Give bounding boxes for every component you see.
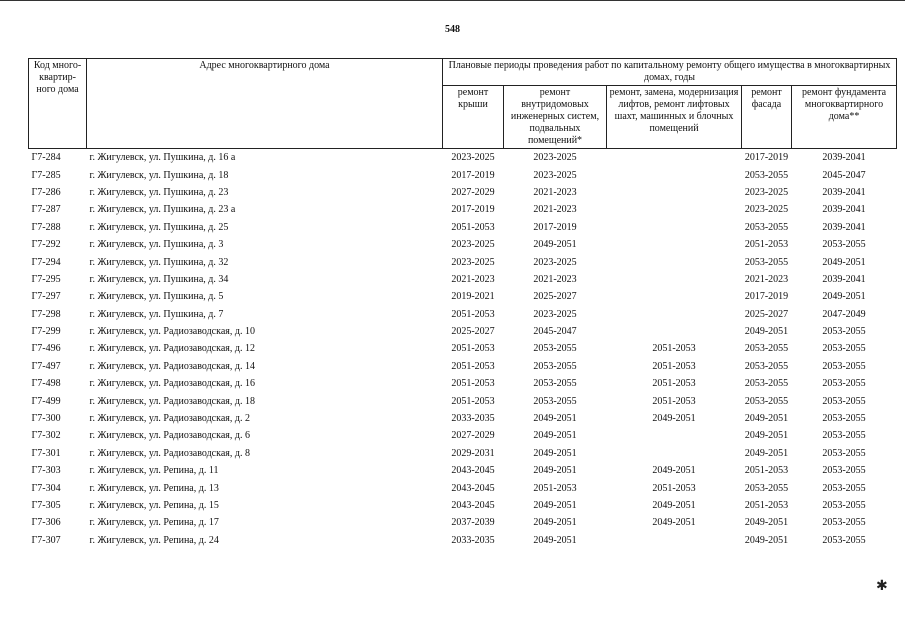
table-row — [29, 271, 897, 288]
cell-elevators — [607, 184, 742, 201]
cell-roof: 2029-2031 — [451, 447, 495, 459]
cell-foundation: 2039-2041 — [822, 221, 866, 233]
cell-roof: 2051-2053 — [451, 378, 495, 390]
cell-roof: 2051-2053 — [451, 221, 495, 233]
cell-roof: 2023-2025 — [451, 256, 495, 268]
table-row — [29, 497, 897, 514]
cell-foundation: 2053-2055 — [822, 395, 866, 407]
cell-elevators: 2049-2051 — [652, 517, 696, 529]
table-row — [29, 236, 897, 253]
cell-code: Г7-288 — [31, 221, 61, 233]
cell-elevators — [607, 445, 742, 462]
cell-roof: 2051-2053 — [451, 360, 495, 372]
header-elevators: ремонт, замена, модернизация лифтов, ремонт лифтовых шахт, машинных и блочных помещений — [607, 86, 742, 149]
cell-engineering: 2049-2051 — [533, 465, 577, 477]
cell-facade: 2023-2025 — [744, 186, 789, 198]
cell-engineering: 2049-2051 — [533, 447, 577, 459]
cell-facade: 2049-2051 — [744, 326, 789, 338]
cell-facade: 2051-2053 — [744, 500, 789, 511]
table-row — [29, 410, 897, 427]
cell-address: г. Жигулевск, ул. Радиозаводская, д. 16 — [89, 378, 255, 390]
cell-facade: 2053-2055 — [744, 169, 789, 181]
cell-engineering: 2017-2019 — [533, 221, 577, 233]
cell-engineering: 2049-2051 — [533, 500, 577, 511]
cell-code: Г7-498 — [31, 378, 61, 390]
cell-engineering: 2023-2025 — [533, 169, 577, 181]
cell-roof: 2043-2045 — [451, 500, 495, 511]
cell-elevators — [607, 149, 742, 167]
cell-foundation: 2053-2055 — [822, 447, 866, 459]
cell-engineering: 2049-2051 — [533, 534, 577, 546]
table-row — [29, 392, 897, 409]
cell-elevators: 2051-2053 — [652, 378, 696, 390]
cell-address: г. Жигулевск, ул. Репина, д. 17 — [89, 517, 219, 529]
cell-foundation: 2053-2055 — [822, 465, 866, 477]
cell-address: г. Жигулевск, ул. Пушкина, д. 32 — [89, 256, 229, 268]
cell-roof: 2017-2019 — [451, 204, 495, 216]
cell-foundation: 2053-2055 — [822, 378, 866, 390]
cell-foundation: 2053-2055 — [822, 413, 866, 425]
cell-elevators: 2049-2051 — [652, 500, 696, 511]
scan-artifact-icon: ✱ — [876, 579, 888, 594]
cell-code: Г7-305 — [31, 500, 61, 511]
cell-code: Г7-301 — [31, 447, 61, 459]
cell-facade: 2049-2051 — [744, 413, 789, 425]
cell-code: Г7-284 — [31, 152, 61, 164]
cell-address: г. Жигулевск, ул. Пушкина, д. 25 — [89, 221, 229, 233]
cell-roof: 2043-2045 — [451, 482, 495, 494]
cell-foundation: 2053-2055 — [822, 360, 866, 372]
cell-code: Г7-298 — [31, 308, 61, 320]
table-row — [29, 219, 897, 236]
cell-facade: 2053-2055 — [744, 221, 789, 233]
cell-elevators — [607, 253, 742, 270]
cell-address: г. Жигулевск, ул. Радиозаводская, д. 12 — [89, 343, 255, 355]
cell-address: г. Жигулевск, ул. Радиозаводская, д. 2 — [89, 413, 250, 425]
cell-foundation: 2049-2051 — [822, 291, 866, 303]
cell-engineering: 2023-2025 — [533, 152, 577, 164]
cell-code: Г7-286 — [31, 186, 61, 198]
cell-address: г. Жигулевск, ул. Радиозаводская, д. 14 — [89, 360, 255, 372]
cell-engineering: 2049-2051 — [533, 413, 577, 425]
cell-elevators: 2051-2053 — [652, 395, 696, 407]
cell-engineering: 2021-2023 — [533, 204, 577, 216]
cell-roof: 2021-2023 — [451, 273, 495, 285]
cell-code: Г7-499 — [31, 395, 61, 407]
cell-roof: 2023-2025 — [451, 152, 495, 164]
header-foundation: ремонт фундамента многоквартирного дома** — [792, 86, 897, 149]
table-row — [29, 253, 897, 270]
cell-code: Г7-297 — [31, 291, 61, 303]
cell-facade: 2017-2019 — [744, 291, 789, 303]
cell-elevators — [607, 201, 742, 218]
cell-engineering: 2053-2055 — [533, 360, 577, 372]
cell-engineering: 2053-2055 — [533, 343, 577, 355]
cell-foundation: 2053-2055 — [822, 326, 866, 338]
cell-roof: 2023-2025 — [451, 239, 495, 251]
cell-foundation: 2049-2051 — [822, 256, 866, 268]
cell-roof: 2051-2053 — [451, 343, 495, 355]
cell-address: г. Жигулевск, ул. Пушкина, д. 18 — [89, 169, 229, 181]
cell-foundation: 2053-2055 — [822, 500, 866, 511]
cell-facade: 2049-2051 — [744, 517, 789, 529]
cell-address: г. Жигулевск, ул. Пушкина, д. 7 — [89, 308, 224, 320]
cell-elevators: 2051-2053 — [652, 360, 696, 372]
header-roof: ремонт крыши — [443, 86, 504, 149]
cell-facade: 2051-2053 — [744, 239, 789, 251]
cell-foundation: 2053-2055 — [822, 430, 866, 442]
cell-facade: 2053-2055 — [744, 378, 789, 390]
cell-code: Г7-300 — [31, 413, 61, 425]
table-row — [29, 201, 897, 218]
cell-elevators — [607, 236, 742, 253]
cell-engineering: 2049-2051 — [533, 517, 577, 529]
cell-elevators — [607, 288, 742, 305]
repair-schedule-table — [28, 58, 897, 549]
cell-facade: 2021-2023 — [744, 273, 789, 285]
cell-address: г. Жигулевск, ул. Радиозаводская, д. 18 — [89, 395, 255, 407]
cell-code: Г7-303 — [31, 465, 61, 477]
cell-elevators — [607, 271, 742, 288]
cell-elevators: 2051-2053 — [652, 482, 696, 494]
cell-roof: 2027-2029 — [451, 430, 495, 442]
cell-facade: 2053-2055 — [744, 256, 789, 268]
cell-address: г. Жигулевск, ул. Репина, д. 24 — [89, 534, 219, 546]
cell-address: г. Жигулевск, ул. Репина, д. 15 — [89, 500, 219, 511]
cell-roof: 2043-2045 — [451, 465, 495, 477]
cell-roof: 2051-2053 — [451, 308, 495, 320]
cell-roof: 2019-2021 — [451, 291, 495, 303]
cell-code: Г7-294 — [31, 256, 61, 268]
cell-foundation: 2053-2055 — [822, 343, 866, 355]
cell-facade: 2051-2053 — [744, 465, 789, 477]
cell-code: Г7-302 — [31, 430, 61, 442]
table-row — [29, 532, 897, 549]
cell-engineering: 2021-2023 — [533, 186, 577, 198]
table-row — [29, 323, 897, 340]
cell-foundation: 2053-2055 — [822, 239, 866, 251]
header-periods-group: Плановые периоды проведения работ по капитальному ремонту общего имущества в многоквартирных домах, годы — [443, 59, 897, 86]
cell-facade: 2049-2051 — [744, 534, 789, 546]
cell-engineering: 2049-2051 — [533, 430, 577, 442]
cell-foundation: 2039-2041 — [822, 186, 866, 198]
cell-foundation: 2047-2049 — [822, 308, 866, 320]
cell-code: Г7-287 — [31, 204, 61, 216]
table-row — [29, 149, 897, 167]
table-row — [29, 358, 897, 375]
cell-roof: 2027-2029 — [451, 186, 495, 198]
page-number: 548 — [445, 24, 460, 35]
table-row — [29, 375, 897, 392]
table-row — [29, 462, 897, 479]
cell-roof: 2033-2035 — [451, 534, 495, 546]
table-body — [29, 149, 897, 549]
table-row — [29, 514, 897, 531]
cell-address: г. Жигулевск, ул. Пушкина, д. 16 а — [89, 152, 236, 164]
header-address: Адрес многоквартирного дома — [87, 59, 443, 149]
cell-facade: 2023-2025 — [744, 204, 789, 216]
cell-code: Г7-299 — [31, 326, 61, 338]
cell-engineering: 2053-2055 — [533, 378, 577, 390]
cell-address: г. Жигулевск, ул. Пушкина, д. 3 — [89, 239, 224, 251]
cell-code: Г7-304 — [31, 482, 61, 494]
cell-roof: 2051-2053 — [451, 395, 495, 407]
cell-elevators — [607, 427, 742, 444]
cell-facade: 2053-2055 — [744, 343, 789, 355]
cell-engineering: 2045-2047 — [533, 326, 577, 338]
cell-elevators — [607, 306, 742, 323]
cell-engineering: 2023-2025 — [533, 256, 577, 268]
cell-facade: 2049-2051 — [744, 447, 789, 459]
cell-foundation: 2053-2055 — [822, 517, 866, 529]
cell-foundation: 2053-2055 — [822, 534, 866, 546]
cell-address: г. Жигулевск, ул. Пушкина, д. 5 — [89, 291, 224, 303]
cell-code: Г7-497 — [31, 360, 61, 372]
header-engineering: ремонт внутридомовых инженерных систем, подвальных помещений* — [504, 86, 607, 149]
cell-address: г. Жигулевск, ул. Пушкина, д. 34 — [89, 273, 229, 285]
cell-elevators — [607, 166, 742, 183]
cell-facade: 2053-2055 — [744, 482, 789, 494]
cell-elevators — [607, 323, 742, 340]
cell-roof: 2025-2027 — [451, 326, 495, 338]
cell-engineering: 2023-2025 — [533, 308, 577, 320]
table-row — [29, 166, 897, 183]
cell-foundation: 2053-2055 — [822, 482, 866, 494]
cell-address: г. Жигулевск, ул. Радиозаводская, д. 6 — [89, 430, 250, 442]
cell-elevators — [607, 219, 742, 236]
cell-engineering: 2021-2023 — [533, 273, 577, 285]
table-row — [29, 479, 897, 496]
cell-address: г. Жигулевск, ул. Пушкина, д. 23 — [89, 186, 229, 198]
cell-facade: 2017-2019 — [744, 152, 789, 164]
table-row — [29, 184, 897, 201]
cell-address: г. Жигулевск, ул. Радиозаводская, д. 10 — [89, 326, 255, 338]
cell-engineering: 2025-2027 — [533, 291, 577, 303]
cell-facade: 2025-2027 — [744, 308, 789, 320]
table-row — [29, 427, 897, 444]
cell-foundation: 2045-2047 — [822, 169, 866, 181]
cell-elevators: 2049-2051 — [652, 465, 696, 477]
cell-code: Г7-292 — [31, 239, 61, 251]
table-row — [29, 306, 897, 323]
cell-address: г. Жигулевск, ул. Пушкина, д. 23 а — [89, 204, 236, 216]
cell-foundation: 2039-2041 — [822, 273, 866, 285]
header-code: Код много-квартир-ного дома — [29, 59, 87, 149]
table-row — [29, 288, 897, 305]
table-row — [29, 445, 897, 462]
cell-elevators — [607, 532, 742, 549]
cell-foundation: 2039-2041 — [822, 204, 866, 216]
cell-elevators: 2051-2053 — [652, 343, 696, 355]
cell-code: Г7-295 — [31, 273, 61, 285]
cell-code: Г7-307 — [31, 534, 61, 546]
cell-facade: 2053-2055 — [744, 395, 789, 407]
cell-elevators: 2049-2051 — [652, 413, 696, 425]
cell-foundation: 2039-2041 — [822, 152, 866, 164]
cell-roof: 2033-2035 — [451, 413, 495, 425]
cell-facade: 2053-2055 — [744, 360, 789, 372]
cell-code: Г7-496 — [31, 343, 61, 355]
cell-address: г. Жигулевск, ул. Репина, д. 13 — [89, 482, 219, 494]
cell-engineering: 2053-2055 — [533, 395, 577, 407]
cell-address: г. Жигулевск, ул. Радиозаводская, д. 8 — [89, 447, 250, 459]
cell-code: Г7-306 — [31, 517, 61, 529]
cell-roof: 2037-2039 — [451, 517, 495, 529]
top-rule — [0, 0, 905, 1]
cell-address: г. Жигулевск, ул. Репина, д. 11 — [89, 465, 219, 477]
cell-engineering: 2049-2051 — [533, 239, 577, 251]
cell-code: Г7-285 — [31, 169, 61, 181]
cell-engineering: 2051-2053 — [533, 482, 577, 494]
header-facade: ремонт фасада — [742, 86, 792, 149]
cell-facade: 2049-2051 — [744, 430, 789, 442]
cell-roof: 2017-2019 — [451, 169, 495, 181]
table-row — [29, 340, 897, 357]
